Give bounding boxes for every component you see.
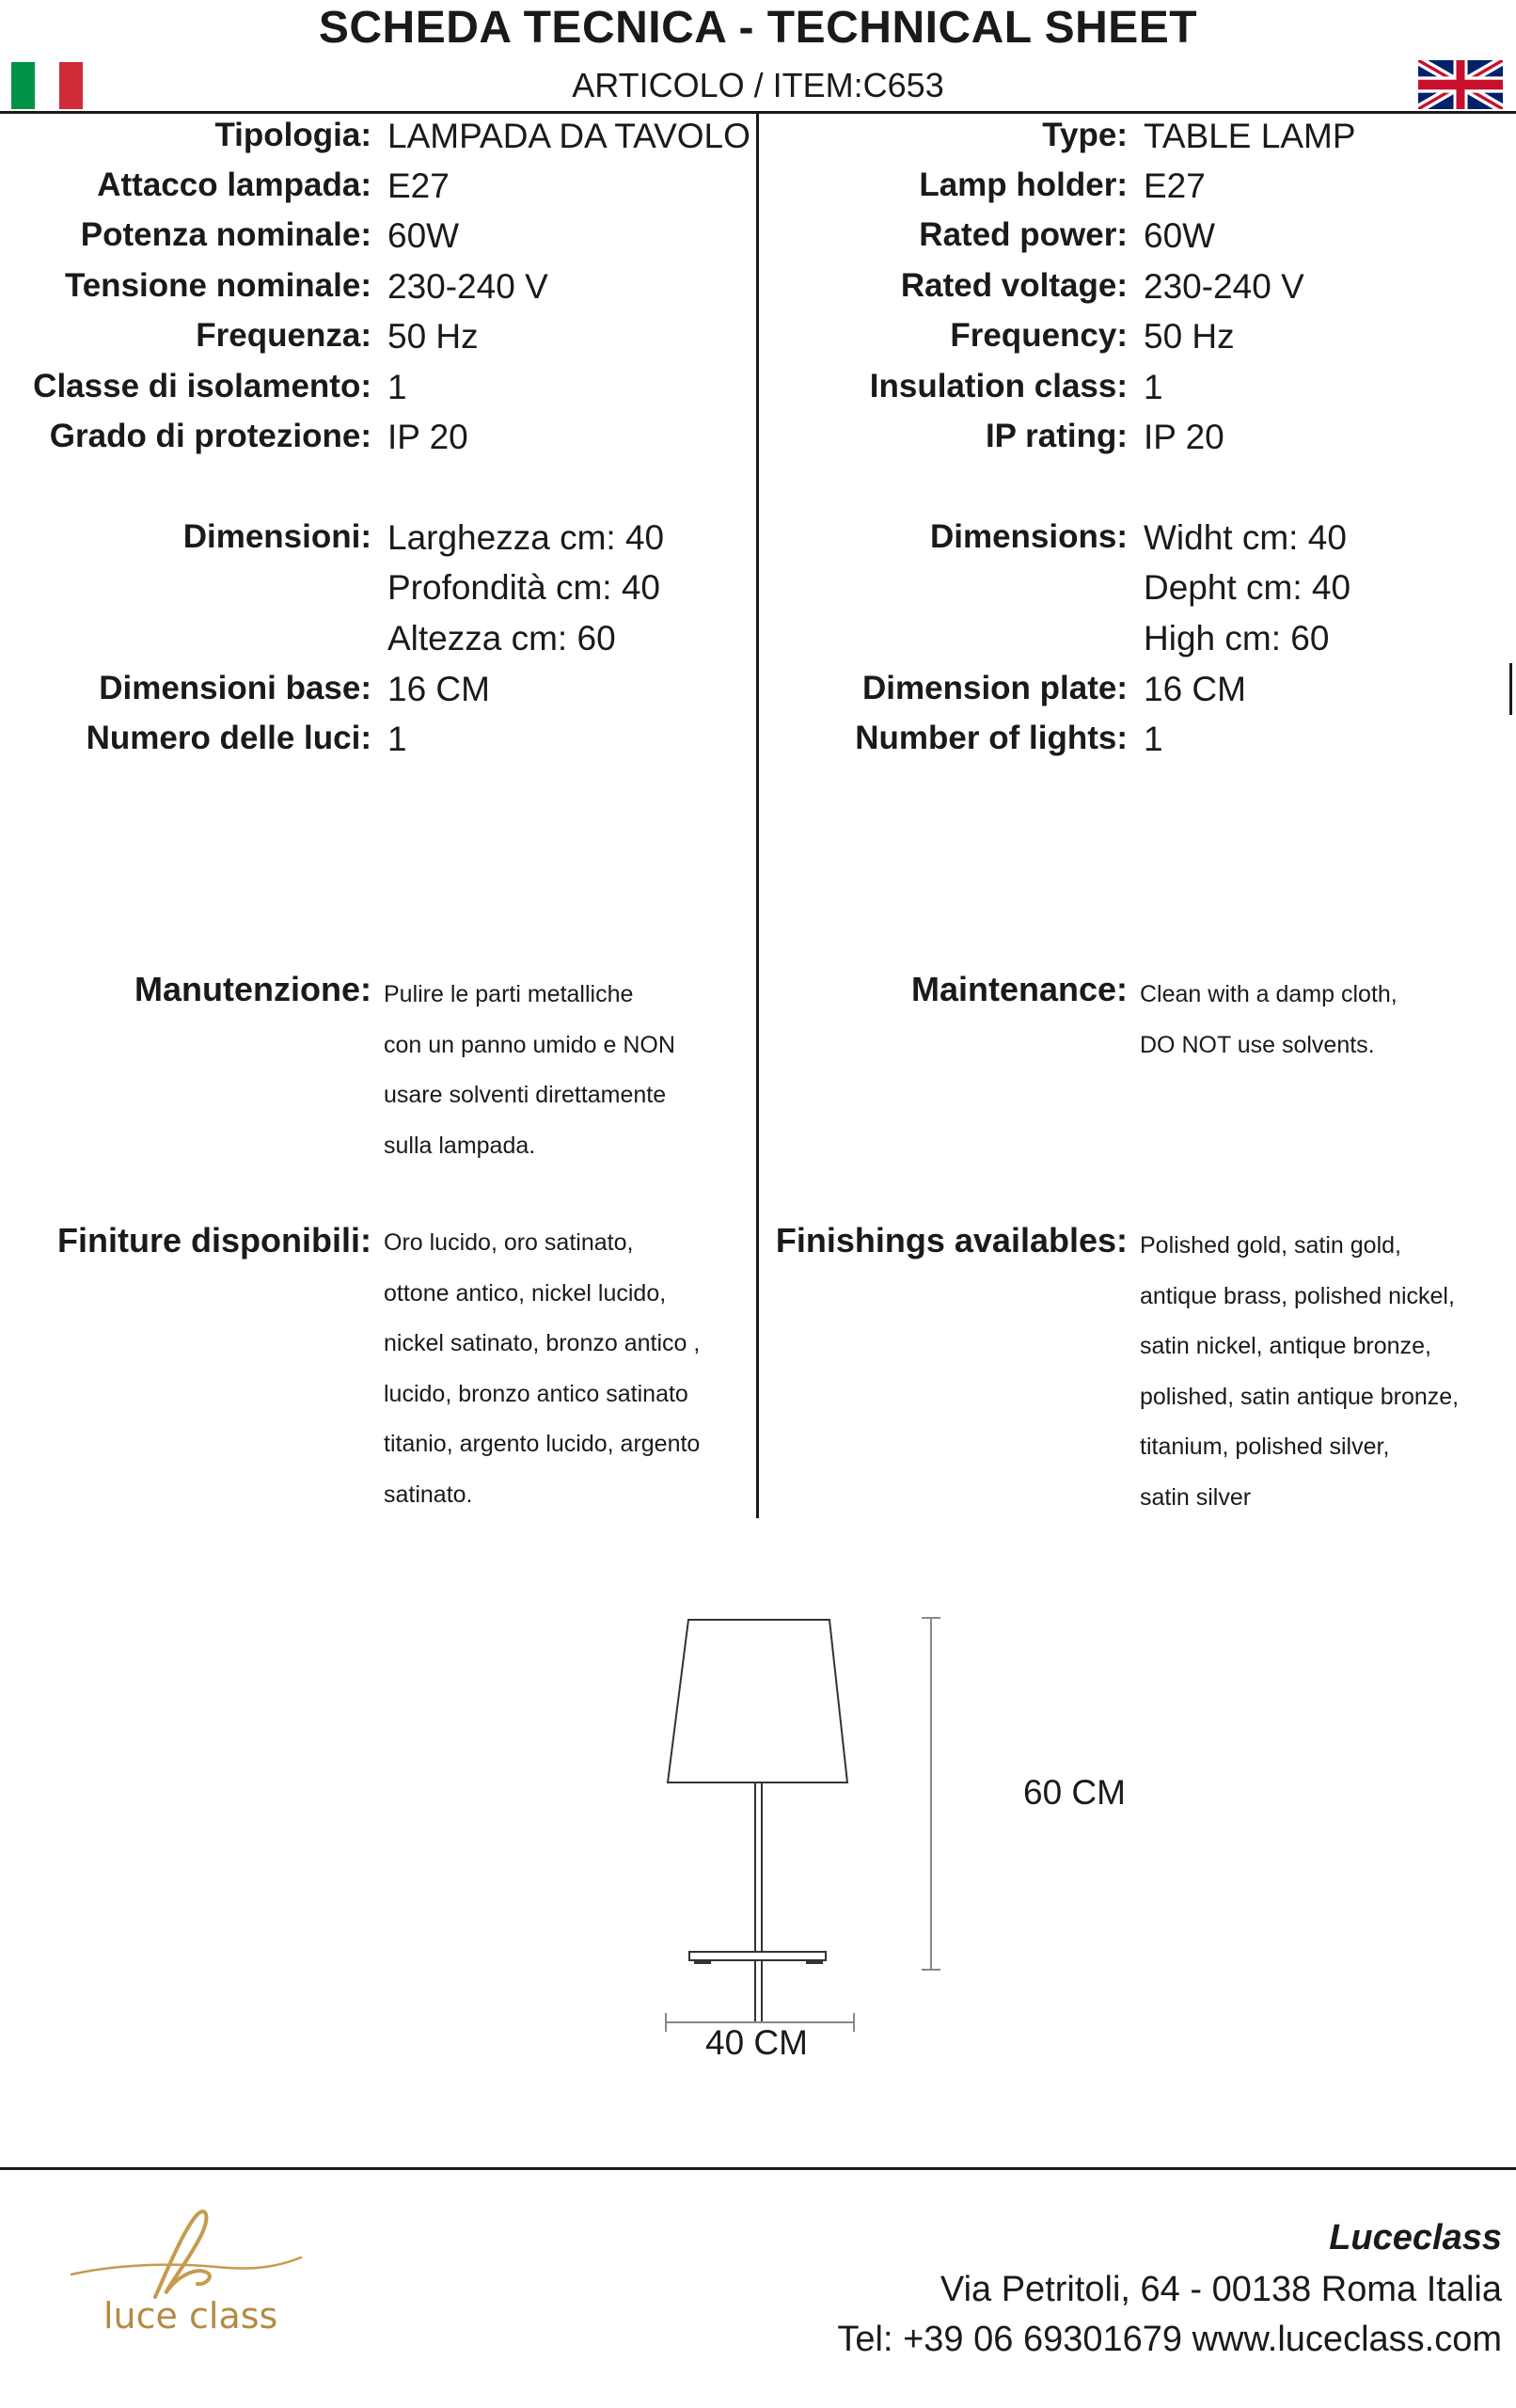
maintenance-line: Clean with a damp cloth, (1140, 981, 1398, 1007)
spec-value-it: 1 (387, 368, 407, 406)
page-title: SCHEDA TECNICA - TECHNICAL SHEET (318, 3, 1198, 53)
spec-value-en: TABLE LAMP (1144, 117, 1356, 155)
spec-label-it: Grado di protezione: (49, 418, 371, 454)
spec-value-it: LAMPADA DA TAVOLO (387, 117, 750, 155)
dimension-width-it: Larghezza cm: 40 (387, 518, 665, 557)
lights-label-it: Numero delle luci: (86, 720, 371, 756)
spec-label-en: IP rating: (985, 418, 1128, 454)
lights-value-en: 1 (1144, 720, 1163, 758)
dimension-depth-it: Profondità cm: 40 (387, 568, 660, 607)
dimension-height-en: High cm: 60 (1144, 619, 1330, 657)
finish-line: ottone antico, nickel lucido, (384, 1279, 667, 1307)
spec-value-it: IP 20 (387, 418, 468, 456)
spec-label-en: Rated voltage: (900, 267, 1128, 304)
spec-value-it: 230-240 V (387, 267, 548, 306)
maintenance-line: Pulire le parti metalliche (384, 981, 634, 1007)
spec-value-it: 60W (387, 216, 460, 255)
maintenance-label-en: Maintenance: (910, 970, 1128, 1008)
finish-line: Polished gold, satin gold, (1140, 1232, 1401, 1259)
finish-line: satin nickel, antique bronze, (1140, 1333, 1431, 1359)
lamp-foot (694, 1960, 711, 1964)
base-value-en: 16 CM (1144, 670, 1246, 708)
height-dimension-line (917, 1616, 945, 1972)
footer-divider (0, 2167, 1516, 2170)
dimensions-label-en: Dimensions: (929, 518, 1128, 555)
lamp-base-drawing (658, 1778, 865, 1975)
spec-value-it: 50 Hz (387, 317, 479, 356)
spec-label-en: Type: (1042, 117, 1128, 153)
spec-label-en: Lamp holder: (919, 166, 1128, 203)
spec-value-en: 50 Hz (1144, 317, 1235, 356)
maintenance-label-it: Manutenzione: (134, 970, 371, 1008)
dimension-depth-en: Depht cm: 40 (1144, 568, 1351, 607)
finish-line: nickel satinato, bronzo antico , (384, 1330, 701, 1356)
spec-label-it: Frequenza: (196, 317, 371, 354)
dimensions-label-it: Dimensioni: (182, 518, 371, 555)
spec-value-en: E27 (1144, 166, 1206, 205)
edge-mark (1509, 663, 1512, 715)
finish-line: satinato. (384, 1481, 473, 1508)
width-label: 40 CM (705, 2023, 808, 2062)
spec-label-it: Attacco lampada: (97, 166, 371, 203)
item-code: ARTICOLO / ITEM:C653 (572, 66, 944, 104)
spec-label-en: Rated power: (919, 216, 1128, 253)
base-label-it: Dimensioni base: (99, 670, 371, 706)
company-name: Luceclass (1329, 2218, 1502, 2258)
maintenance-line: sulla lampada. (384, 1132, 536, 1159)
height-label: 60 CM (1023, 1773, 1126, 1812)
uk-flag-icon (1418, 60, 1503, 109)
spec-label-it: Potenza nominale: (80, 216, 371, 253)
finish-line: Oro lucido, oro satinato, (384, 1229, 634, 1256)
company-address: Via Petritoli, 64 - 00138 Roma Italia (940, 2270, 1502, 2309)
base-value-it: 16 CM (387, 670, 490, 708)
lights-label-en: Number of lights: (855, 720, 1128, 756)
spec-label-en: Insulation class: (869, 368, 1128, 404)
spec-value-en: 230-240 V (1144, 267, 1304, 306)
column-divider (756, 114, 759, 1518)
maintenance-line: DO NOT use solvents. (1140, 1031, 1375, 1058)
dimension-width-en: Widht cm: 40 (1144, 518, 1347, 557)
spec-value-en: IP 20 (1144, 418, 1224, 456)
finishes-text-it (384, 1218, 700, 1520)
lamp-shade (668, 1620, 847, 1782)
spec-label-en: Frequency: (950, 317, 1128, 354)
lights-value-it: 1 (387, 720, 407, 758)
finish-line: titanium, polished silver, (1140, 1434, 1390, 1460)
company-contact: Tel: +39 06 69301679 www.luceclass.com (837, 2320, 1502, 2359)
maintenance-line: usare solventi direttamente (384, 1082, 667, 1108)
finish-line: satin silver (1140, 1483, 1252, 1511)
finishes-text-en (1140, 1221, 1459, 1523)
finish-line: lucido, bronzo antico satinato (384, 1380, 688, 1407)
finishes-label-it: Finiture disponibili: (57, 1221, 371, 1259)
spec-value-en: 1 (1144, 368, 1163, 406)
spec-value-it: E27 (387, 166, 450, 205)
finish-line: antique brass, polished nickel, (1140, 1282, 1455, 1309)
spec-label-it: Classe di isolamento: (33, 368, 371, 404)
italy-flag-icon (11, 62, 83, 109)
maintenance-text-it (384, 970, 675, 1171)
finish-line: polished, satin antique bronze, (1140, 1383, 1460, 1410)
luceclass-logo-icon (66, 2201, 310, 2305)
lamp-base (689, 1952, 826, 1960)
spec-value-en: 60W (1144, 216, 1216, 255)
maintenance-line: con un panno umido e NON (384, 1031, 675, 1058)
maintenance-text-en (1140, 970, 1398, 1070)
lamp-foot (806, 1960, 823, 1964)
logo-text: luce class (103, 2295, 278, 2337)
base-label-en: Dimension plate: (862, 670, 1128, 706)
finishes-label-en: Finishings availables: (775, 1221, 1128, 1259)
spec-label-it: Tensione nominale: (64, 267, 371, 304)
dimension-height-it: Altezza cm: 60 (387, 619, 616, 657)
spec-label-it: Tipologia: (214, 117, 371, 153)
finish-line: titanio, argento lucido, argento (384, 1431, 701, 1457)
